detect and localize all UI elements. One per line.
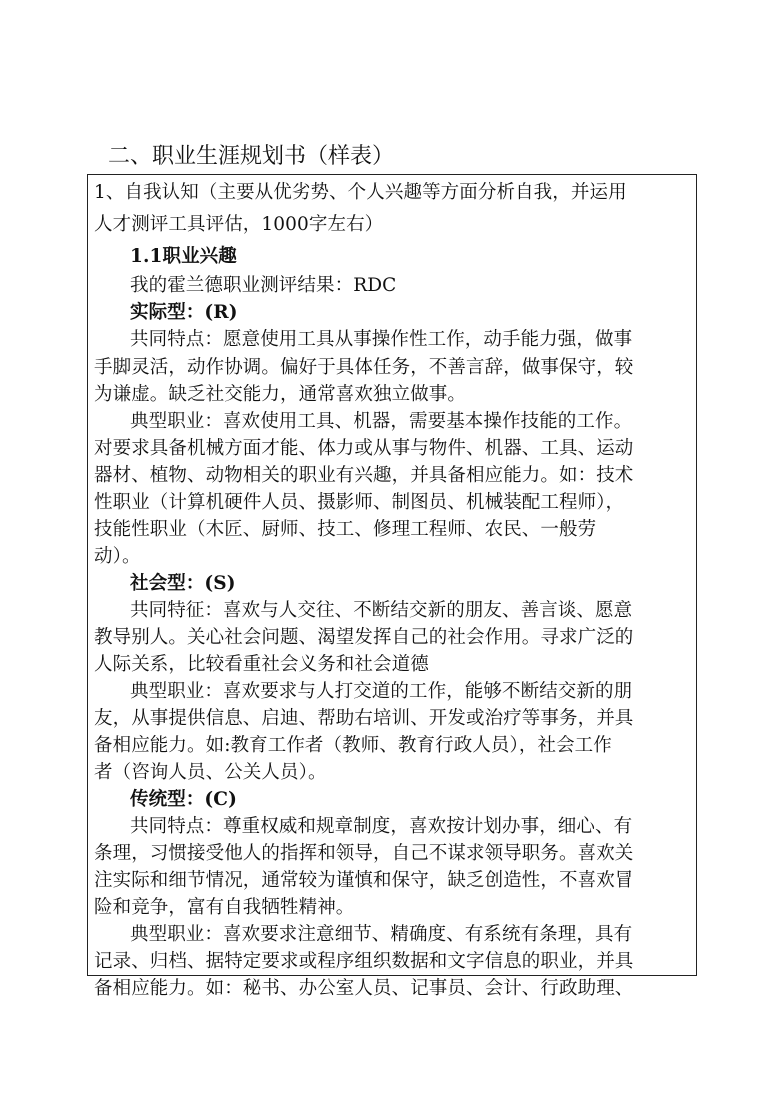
type-heading-social: 社会型：(S) <box>130 573 236 594</box>
subsection-title: 1.1职业兴趣 <box>130 246 237 267</box>
paragraph-line: 共同特征：喜欢与人交往、不断结交新的朋友、善言谈、愿意 <box>130 600 633 621</box>
intro-line: 1、自我认知（主要从优劣势、个人兴趣等方面分析自我，并运用 <box>94 182 627 203</box>
paragraph-line: 典型职业：喜欢要求与人打交道的工作，能够不断结交新的朋 <box>130 681 633 702</box>
page-title: 二、职业生涯规划书（样表） <box>108 144 395 169</box>
paragraph-line: 典型职业：喜欢使用工具、机器，需要基本操作技能的工作。 <box>130 411 633 432</box>
paragraph-line: 记录、归档、据特定要求或程序组织数据和文字信息的职业，并具 <box>94 951 634 972</box>
paragraph-line: 典型职业：喜欢要求注意细节、精确度、有系统有条理，具有 <box>130 924 633 945</box>
paragraph-line: 对要求具备机械方面才能、体力或从事与物件、机器、工具、运动 <box>94 438 634 459</box>
paragraph-line: 共同特点：愿意使用工具从事操作性工作，动手能力强，做事 <box>130 329 633 350</box>
paragraph-line: 为谦虚。缺乏社交能力，通常喜欢独立做事。 <box>94 384 467 405</box>
test-result: 我的霍兰德职业测评结果：RDC <box>130 275 397 296</box>
paragraph-line: 共同特点：尊重权威和规章制度，喜欢按计划办事，细心、有 <box>130 816 633 837</box>
paragraph-line: 注实际和细节情况，通常较为谨慎和保守，缺乏创造性，不喜欢冒 <box>94 870 634 891</box>
paragraph-line: 器材、植物、动物相关的职业有兴趣，并具备相应能力。如：技术 <box>94 465 634 486</box>
paragraph-line: 教导别人。关心社会问题、渴望发挥自己的社会作用。寻求广泛的 <box>94 627 634 648</box>
paragraph-line: 技能性职业（木匠、厨师、技工、修理工程师、农民、一般劳 <box>94 519 597 540</box>
paragraph-line: 性职业（计算机硬件人员、摄影师、制图员、机械装配工程师）， <box>94 492 625 513</box>
self-assessment-box <box>87 174 697 999</box>
paragraph-line: 手脚灵活，动作协调。偏好于具体任务，不善言辞，做事保守，较 <box>94 357 634 378</box>
paragraph-line: 人际关系，比较看重社会义务和社会道德 <box>94 654 429 675</box>
paragraph-line: 者（咨询人员、公关人员）。 <box>94 762 327 783</box>
paragraph-line: 友，从事提供信息、启迪、帮助右培训、开发或治疗等事务，并具 <box>94 708 634 729</box>
paragraph-line: 备相应能力。如:教育工作者（教师、教育行政人员），社会工作 <box>94 735 612 756</box>
paragraph-line: 动）。 <box>94 546 141 567</box>
paragraph-line: 条理，习惯接受他人的指挥和领导，自己不谋求领导职务。喜欢关 <box>94 843 634 864</box>
intro-line: 人才测评工具评估，1000字左右） <box>94 214 384 235</box>
paragraph-line: 险和竞争，富有自我牺牲精神。 <box>94 897 355 918</box>
type-heading-realistic: 实际型：(R) <box>130 302 238 323</box>
paragraph-line: 备相应能力。如：秘书、办公室人员、记事员、会计、行政助理、 <box>94 978 634 999</box>
type-heading-conventional: 传统型：(C) <box>130 789 237 810</box>
